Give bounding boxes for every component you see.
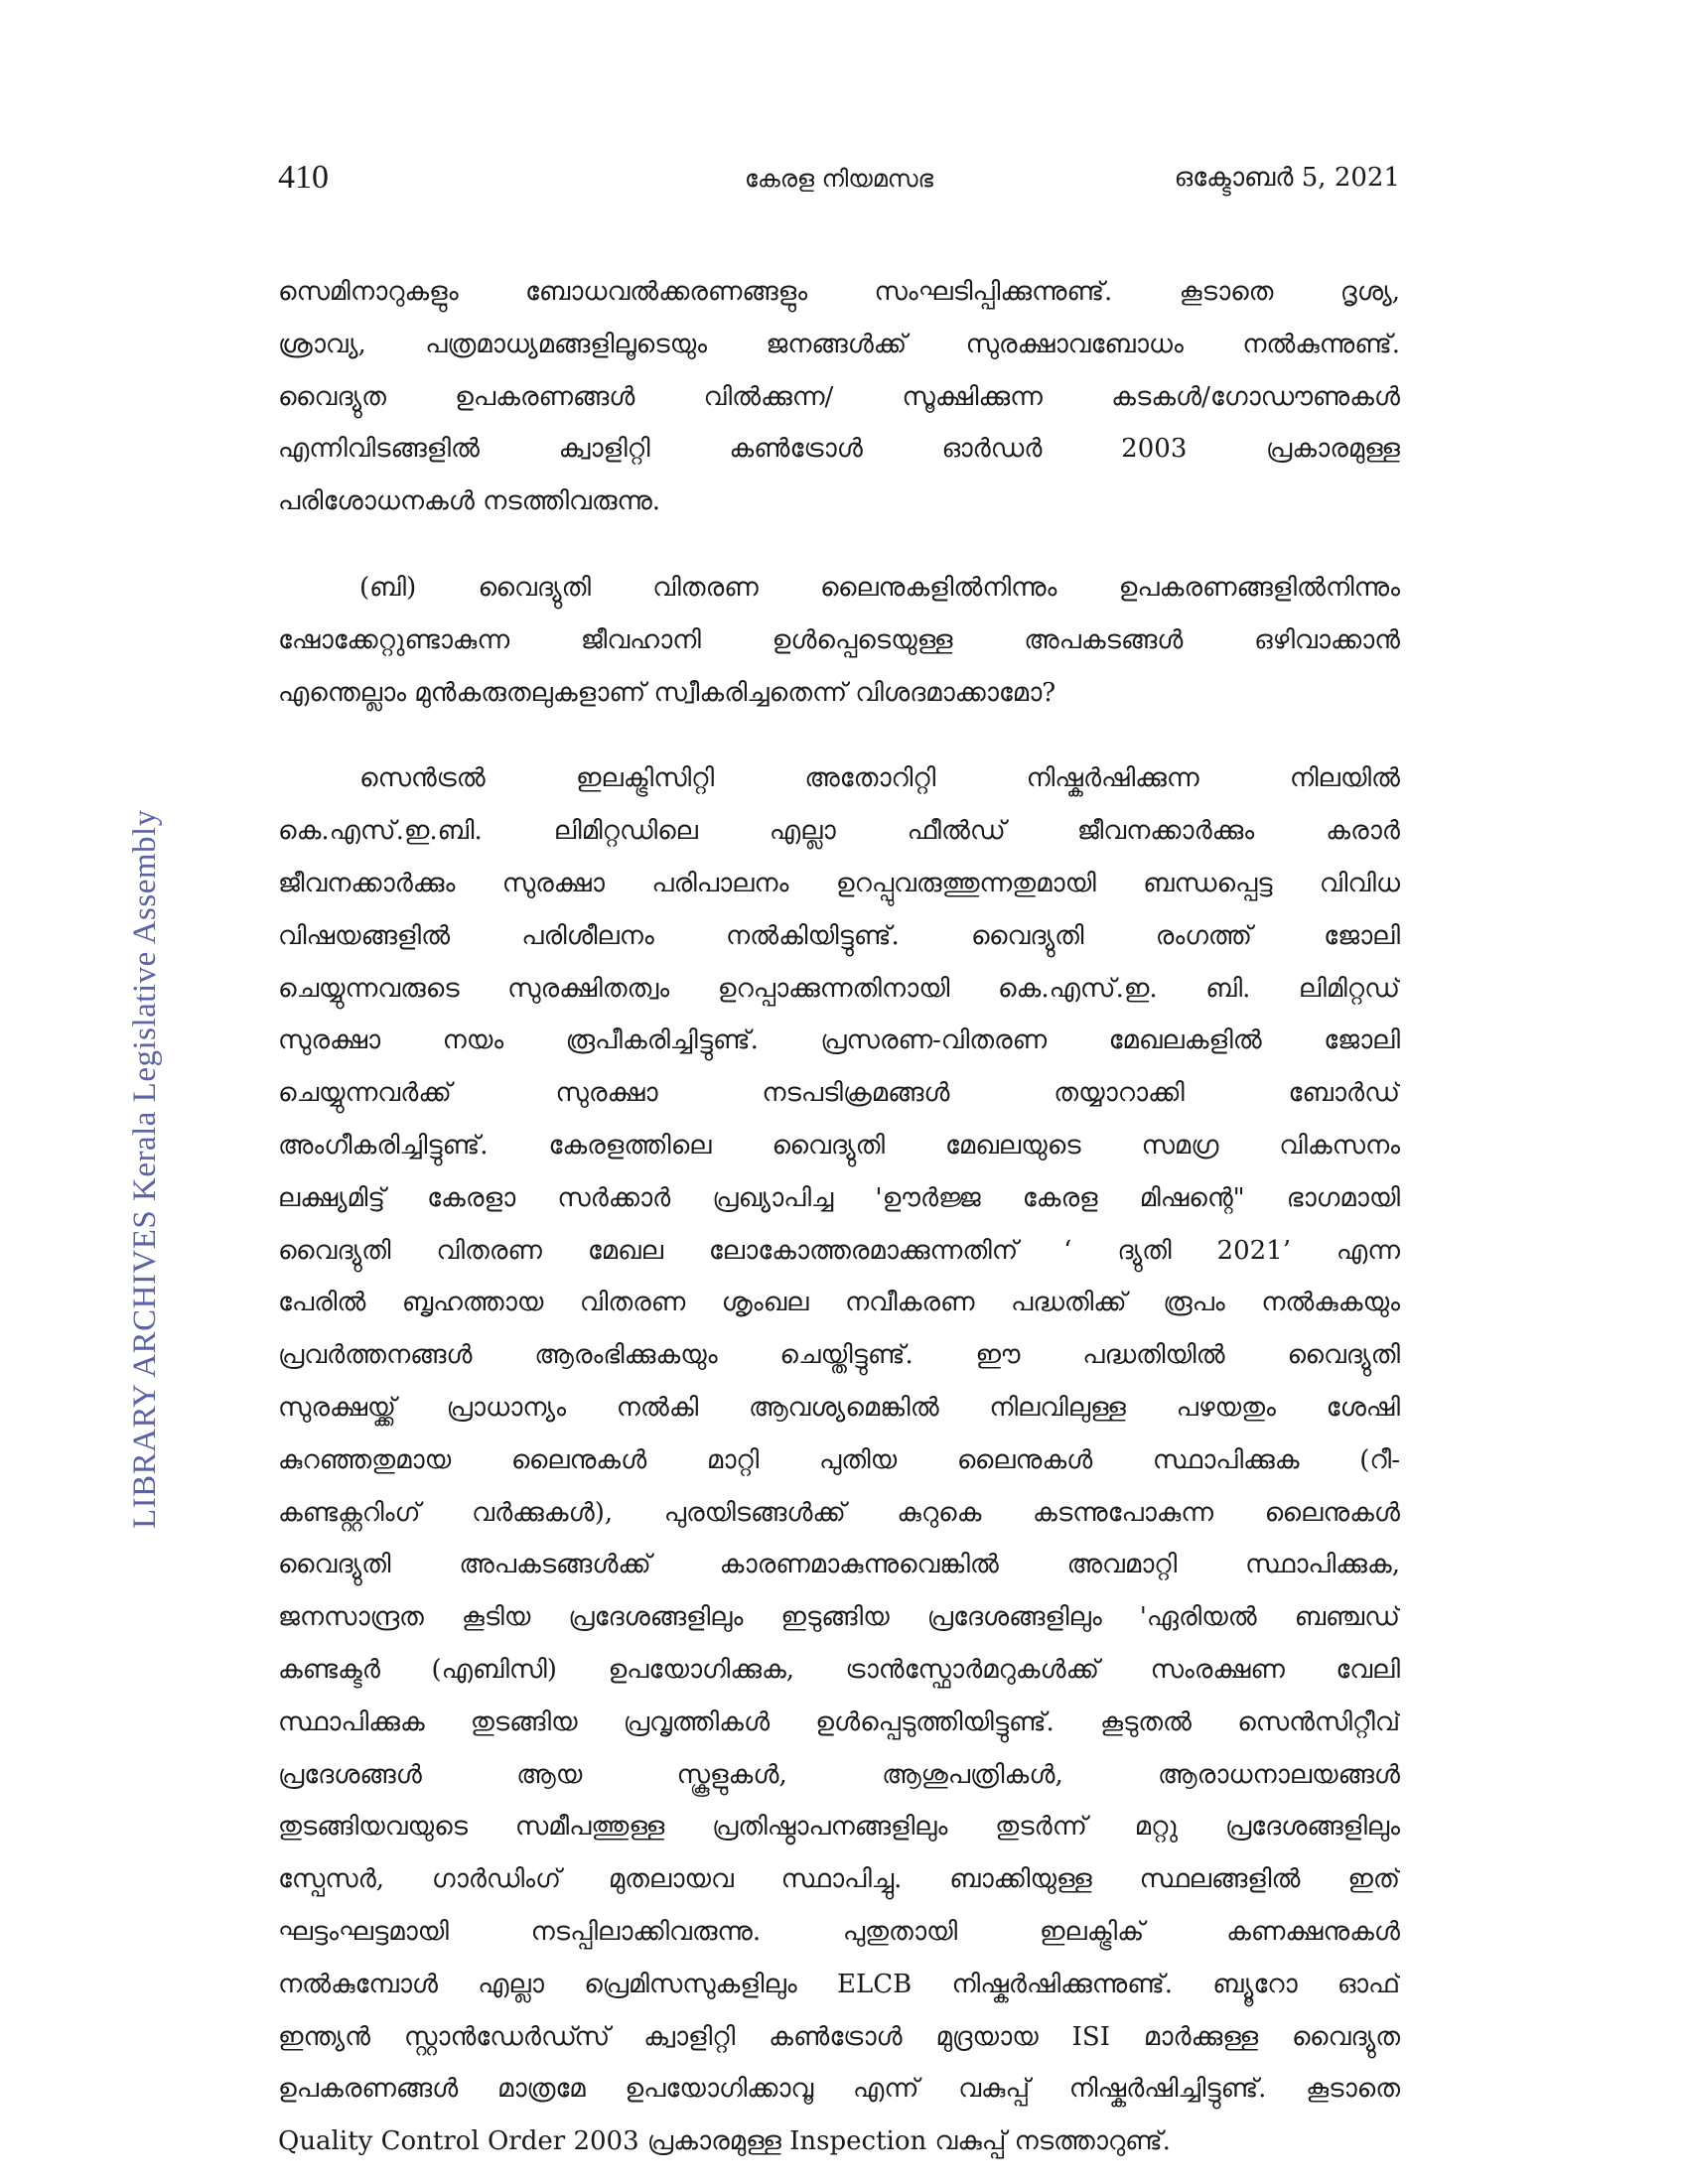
archive-watermark: LIBRARY ARCHIVES Kerala Legislative Assembly: [127, 809, 163, 1529]
text-line: സുരക്ഷയ്ക്ക് പ്രാധാന്യം നൽകി ആവശ്യമെങ്കിൽ നിലവിലുള്ള പഴയതും ശേഷി: [278, 1392, 1400, 1423]
text-line: വിഷയങ്ങളിൽ പരിശീലനം നൽകിയിട്ടുണ്ട്. വൈദ്യുതി രംഗത്ത് ജോലി: [278, 920, 1400, 951]
text-line: എന്തെല്ലാം മുൻകരുതലുകളാണ് സ്വീകരിച്ചതെന്ന് വിശദമാക്കാമോ?: [278, 677, 1056, 708]
page-header: [278, 159, 1400, 208]
text-line: ചെയ്യുന്നവർക്ക് സുരക്ഷാ നടപടിക്രമങ്ങൾ തയ്യാറാക്കി ബോർഡ്: [278, 1078, 1400, 1109]
text-line: തുടങ്ങിയവയുടെ സമീപത്തുള്ള പ്രതിഷ്ഠാപനങ്ങളിലും തുടർന്ന് മറ്റു പ്രദേശങ്ങളിലും: [278, 1812, 1400, 1843]
text-line: ലക്ഷ്യമിട്ട് കേരളാ സർക്കാർ പ്രഖ്യാപിച്ച 'ഊർജ്ജ കേരള മിഷന്റെ" ഭാഗമായി: [278, 1182, 1400, 1213]
text-line: ഷോക്കേറ്റുണ്ടാകുന്ന ജീവഹാനി ഉൾപ്പെടെയുള്ള അപകടങ്ങൾ ഒഴിവാക്കാൻ: [278, 624, 1400, 655]
text-line: സ്ഥാപിക്കുക തുടങ്ങിയ പ്രവൃത്തികൾ ഉൾപ്പെടുത്തിയിട്ടുണ്ട്. കൂടുതൽ സെൻസിറ്റീവ്: [278, 1706, 1400, 1737]
text-line: വൈദ്യുതി അപകടങ്ങൾക്ക് കാരണമാകുന്നുവെങ്കിൽ അവമാറ്റി സ്ഥാപിക്കുക,: [278, 1550, 1400, 1580]
text-line: പേരിൽ ബൃഹത്തായ വിതരണ ശൃംഖല നവീകരണ പദ്ധതിക്ക് രൂപം നൽകുകയും: [278, 1288, 1400, 1318]
text-line: കണ്ടക്ടർ (എബിസി) ഉപയോഗിക്കുക, ട്രാൻസ്ഫോർമറുകൾക്ക് സംരക്ഷണ വേലി: [278, 1654, 1400, 1685]
paragraph-1: [278, 266, 1400, 528]
text-line: കുറഞ്ഞതുമായ ലൈനുകൾ മാറ്റി പുതിയ ലൈനുകൾ സ്ഥാപിക്കുക (റീ-: [278, 1444, 1400, 1475]
text-line: ശ്രാവ്യ, പത്രമാധ്യമങ്ങളിലൂടെയും ജനങ്ങൾക്ക് സുരക്ഷാവബോധം നൽകുന്നുണ്ട്.: [278, 329, 1400, 359]
text-line: (ബി) വൈദ്യുതി വിതരണ ലൈനുകളിൽനിന്നും ഉപകരണങ്ങളിൽനിന്നും: [359, 572, 1400, 603]
text-line: പരിശോധനകൾ നടത്തിവരുന്നു.: [278, 486, 661, 517]
text-line: ഉപകരണങ്ങൾ മാത്രമേ ഉപയോഗിക്കാവൂ എന്ന് വകുപ്പ് നിഷ്കർഷിച്ചിട്ടുണ്ട്. കൂടാതെ: [278, 2074, 1400, 2105]
text-line: കെ.എസ്.ഇ.ബി. ലിമിറ്റഡിലെ എല്ലാ ഫീൽഡ് ജീവനക്കാർക്കും കരാർ: [278, 816, 1400, 847]
text-line: ഇന്ത്യൻ സ്റ്റാൻഡേർഡ്സ് ക്വാളിറ്റി കൺട്രോൾ മുദ്രയായ ISI മാർക്കുള്ള വൈദ്യുത: [278, 2021, 1400, 2052]
running-title: കേരള നിയമസഭ: [744, 165, 934, 193]
text-line: സെൻട്രൽ ഇലക്ട്രിസിറ്റി അതോറിറ്റി നിഷ്കർഷിക്കുന്ന നിലയിൽ: [359, 763, 1400, 794]
text-line: ജനസാന്ദ്രത കൂടിയ പ്രദേശങ്ങളിലും ഇടുങ്ങിയ പ്രദേശങ്ങളിലും 'ഏരിയൽ ബഞ്ചഡ്: [278, 1602, 1400, 1633]
paragraph-3-answer: [278, 752, 1400, 2168]
text-line: ജീവനക്കാർക്കും സുരക്ഷാ പരിപാലനം ഉറപ്പുവരുത്തുന്നതുമായി ബന്ധപ്പെട്ട വിവിധ: [278, 868, 1400, 898]
text-line: ഘട്ടംഘട്ടമായി നടപ്പിലാക്കിവരുന്നു. പുതുതായി ഇലക്ട്രിക് കണക്ഷനുകൾ: [278, 1916, 1400, 1947]
text-line: കണ്ടക്റ്ററിംഗ് വർക്കുകൾ), പുരയിടങ്ങൾക്ക് കുറുകെ കടന്നുപോകുന്ന ലൈനുകൾ: [278, 1497, 1400, 1528]
text-line: Quality Control Order 2003 പ്രകാരമുള്ള Inspection വകുപ്പ് നടത്താറുണ്ട്.: [278, 2126, 1171, 2157]
text-line: പ്രവർത്തനങ്ങൾ ആരംഭിക്കുകയും ചെയ്തിട്ടുണ്ട്. ഈ പദ്ധതിയിൽ വൈദ്യുതി: [278, 1340, 1400, 1371]
text-line: വൈദ്യുത ഉപകരണങ്ങൾ വിൽക്കുന്ന/ സൂക്ഷിക്കുന്ന കടകൾ/ഗോഡൗണുകൾ: [278, 381, 1400, 412]
paragraph-2-question: [278, 562, 1400, 719]
header-date: ഒക്ടോബർ 5, 2021: [1174, 163, 1400, 193]
text-line: വൈദ്യുതി വിതരണ മേഖല ലോകോത്തരമാക്കുന്നതിന് ‘ ദ്യുതി 2021’ എന്ന: [278, 1235, 1400, 1266]
text-line: അംഗീകരിച്ചിട്ടുണ്ട്. കേരളത്തിലെ വൈദ്യുതി മേഖലയുടെ സമഗ്ര വികസനം: [278, 1130, 1400, 1160]
text-line: സ്പേസർ, ഗാർഡിംഗ് മുതലായവ സ്ഥാപിച്ചു. ബാക്കിയുള്ള സ്ഥലങ്ങളിൽ ഇത്: [278, 1864, 1400, 1895]
text-line: ചെയ്യുന്നവരുടെ സുരക്ഷിതത്വം ഉറപ്പാക്കുന്നതിനായി കെ.എസ്.ഇ. ബി. ലിമിറ്റഡ്: [278, 973, 1400, 1004]
text-line: സെമിനാറുകളും ബോധവൽക്കരണങ്ങളും സംഘടിപ്പിക്കുന്നുണ്ട്. കൂടാതെ ദൃശ്യ,: [278, 277, 1400, 307]
text-line: പ്രദേശങ്ങൾ ആയ സ്കൂളുകൾ, ആശുപത്രികൾ, ആരാധനാലയങ്ങൾ: [278, 1759, 1400, 1790]
text-line: എന്നിവിടങ്ങളിൽ ക്വാളിറ്റി കൺട്രോൾ ഓർഡർ 2003 പ്രകാരമുള്ള: [278, 434, 1400, 465]
text-line: സുരക്ഷാ നയം രൂപീകരിച്ചിട്ടുണ്ട്. പ്രസരണ-വിതരണ മേഖലകളിൽ ജോലി: [278, 1025, 1400, 1056]
document-body: [278, 266, 1400, 2168]
page-number: 410: [278, 159, 329, 196]
text-line: നൽകുമ്പോൾ എല്ലാ പ്രെമിസസുകളിലും ELCB നിഷ്കർഷിക്കുന്നുണ്ട്. ബ്യൂറോ ഓഫ്: [278, 1969, 1400, 1999]
